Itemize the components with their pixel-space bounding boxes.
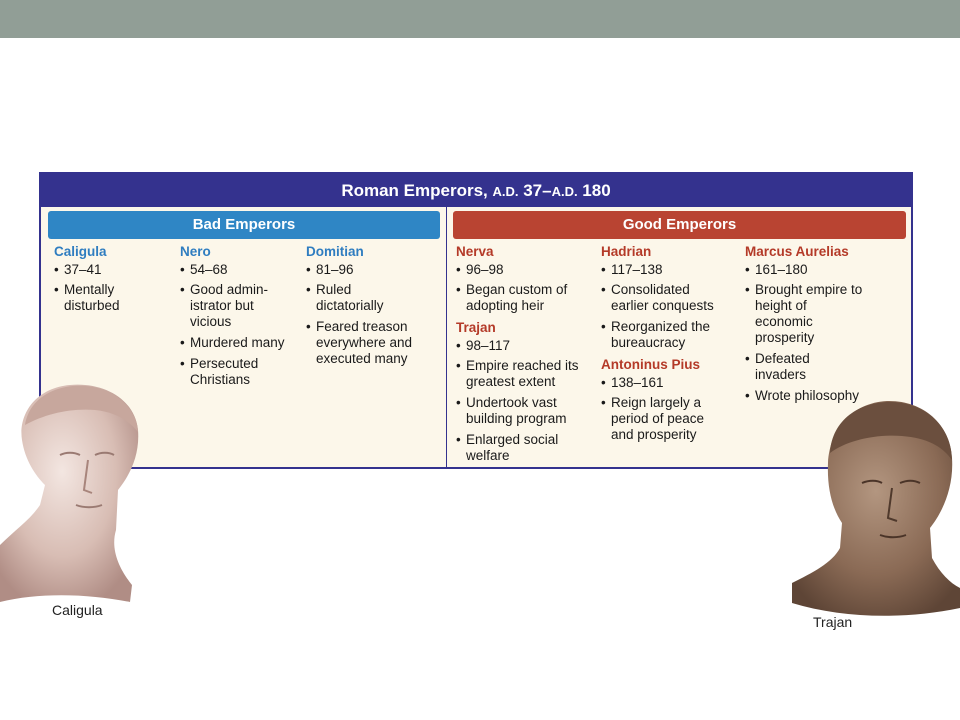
- emperor-column-nerva-trajan: [456, 244, 591, 469]
- caligula-caption: Caligula: [52, 602, 103, 618]
- table-title: [41, 174, 911, 207]
- bad-emperors-header: Bad Emperors: [48, 211, 440, 239]
- emperor-name: Antoninus Pius: [601, 357, 700, 372]
- emperor-caligula: [54, 244, 169, 319]
- emperor-years: • 138–161: [601, 375, 736, 391]
- emperor-years: • 98–117: [456, 338, 591, 354]
- emperor-fact: • Mentally disturbed: [54, 282, 169, 314]
- emperor-fact: • Empire reached its greatest extent: [456, 358, 591, 390]
- top-bar: [0, 0, 960, 38]
- emperor-fact: • Persecuted Christians: [180, 356, 280, 388]
- emperor-fact: • Murdered many: [180, 335, 300, 351]
- trajan-bust-image: [792, 398, 960, 618]
- emperor-domitian: [306, 244, 436, 372]
- emperor-years: • 161–180: [745, 262, 885, 278]
- emperor-years: • 117–138: [601, 262, 736, 278]
- emperor-name: Caligula: [54, 244, 107, 259]
- emperor-fact: • Reign largely a period of peace and prosperity: [601, 395, 723, 443]
- emperor-fact: • Ruled dictatorially: [306, 282, 406, 314]
- emperor-fact: • Defeated invaders: [745, 351, 835, 383]
- emperor-name: Trajan: [456, 320, 496, 335]
- emperor-fact: • Good admin-istrator but vicious: [180, 282, 290, 330]
- title-year-end: 180: [577, 181, 611, 200]
- title-ad-start: A.D.: [492, 184, 519, 199]
- good-emperors-header: Good Emperors: [453, 211, 906, 239]
- emperor-name: Hadrian: [601, 244, 652, 259]
- emperor-fact: • Reorganized the bureaucracy: [601, 319, 731, 351]
- emperor-fact: • Wrote philosophy: [745, 388, 885, 404]
- emperor-fact: • Consolidated earlier conquests: [601, 282, 731, 314]
- emperor-name: Domitian: [306, 244, 364, 259]
- emperor-fact: • Enlarged social welfare: [456, 432, 578, 464]
- section-divider: [446, 207, 447, 469]
- emperor-fact: • Began custom of adopting heir: [456, 282, 584, 314]
- emperor-marcus-aurelias: [745, 244, 885, 409]
- emperor-fact: • Undertook vast building program: [456, 395, 590, 427]
- emperor-column-hadrian-antoninus: [601, 244, 736, 448]
- title-text: Roman Emperors,: [341, 181, 493, 200]
- emperors-table: [39, 172, 913, 469]
- caligula-bust-image: [0, 380, 150, 605]
- trajan-caption: Trajan: [813, 614, 853, 630]
- emperor-name: Nero: [180, 244, 211, 259]
- emperor-years: • 81–96: [306, 262, 436, 278]
- emperor-name: Nerva: [456, 244, 494, 259]
- emperor-fact: • Brought empire to height of economic prosperity: [745, 282, 867, 346]
- emperor-fact: • Feared treason everywhere and executed many: [306, 319, 438, 367]
- title-ad-end: A.D.: [551, 184, 578, 199]
- emperor-years: • 37–41: [54, 262, 169, 278]
- emperor-name: Marcus Aurelias: [745, 244, 849, 259]
- emperor-years: • 54–68: [180, 262, 300, 278]
- title-year-start: 37–: [518, 181, 552, 200]
- emperor-years: • 96–98: [456, 262, 591, 278]
- emperor-nero: [180, 244, 300, 393]
